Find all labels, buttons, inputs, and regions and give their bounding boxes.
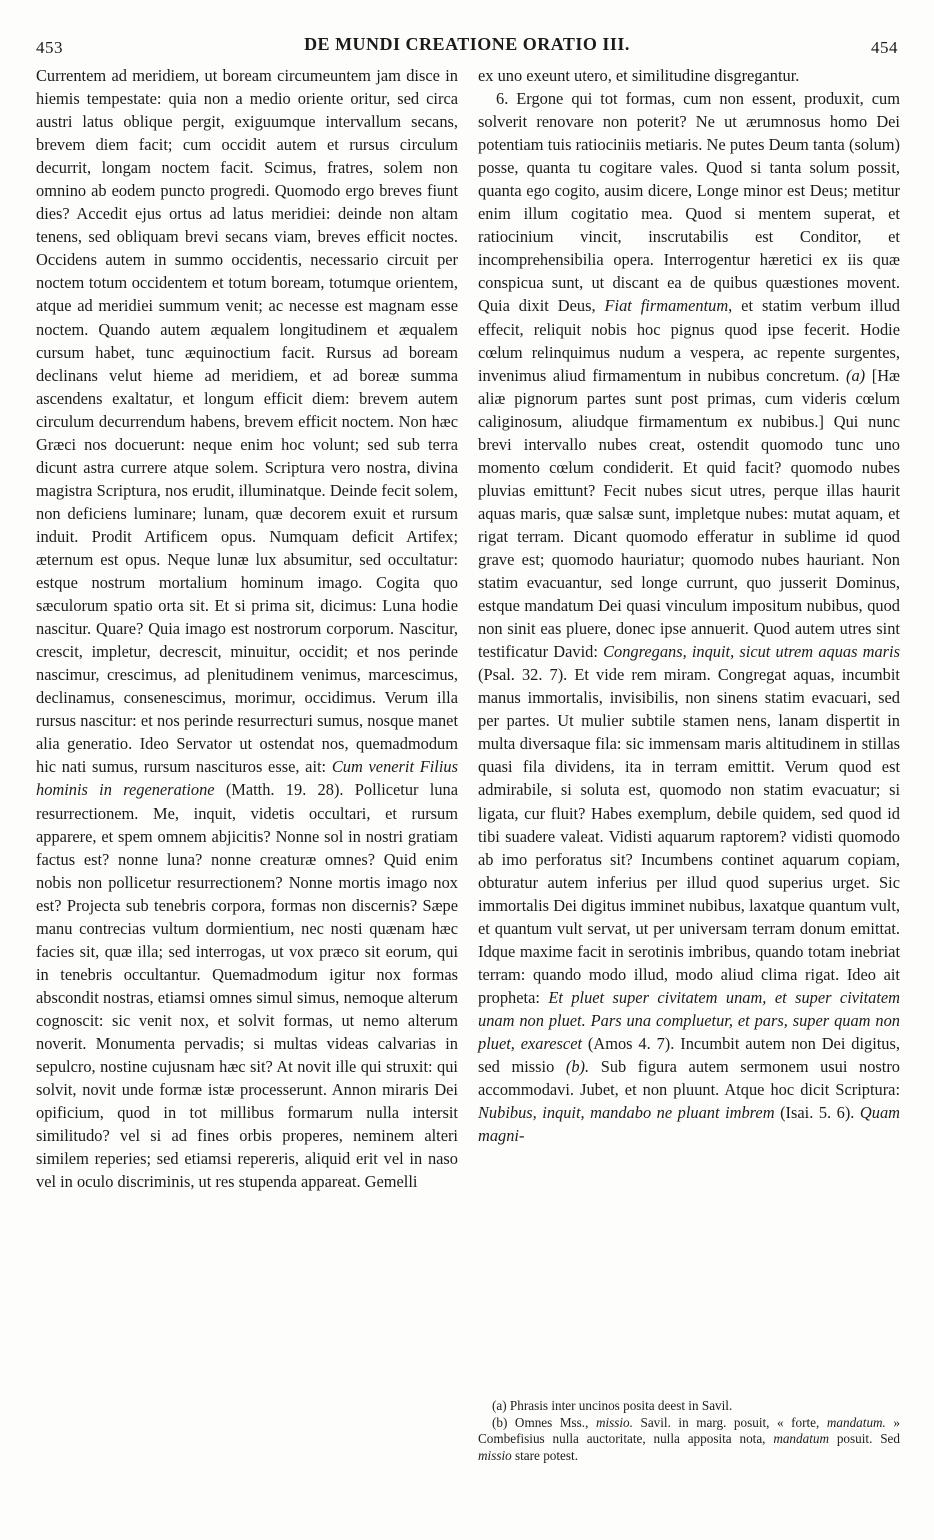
footnote-b — [478, 1415, 900, 1465]
footnote-text: posuit. Sed — [829, 1431, 900, 1446]
footnotes — [478, 1398, 900, 1464]
page-number-right: 454 — [871, 38, 898, 57]
text-run: , et statim verbum illud effecit, reliquit nobis hoc pignus quod ipse fecerit. Hodie cœlum relinquimus nudum a vespera, ac repente surgentes, invenimus aliud firmamentum in nubibus concretum. — [478, 296, 900, 385]
italic-quote: Nubibus, inquit, mandabo ne pluant imbrem — [478, 1103, 775, 1123]
footnote-text: stare potest. — [511, 1447, 579, 1463]
text-run: ex uno exeunt utero, et similitudine disgregantur. — [478, 66, 800, 85]
scripture-reference: (Amos 4. 7). — [582, 1033, 675, 1053]
paragraph — [478, 64, 900, 87]
footnote-marker-a: (a) — [839, 365, 872, 385]
right-column — [478, 64, 900, 1147]
text-run: Et vide rem miram. Congregat aquas, incumbit manus immortalis, invisibilis, non sinens statim evacuari, sed per partes. Ut mulier subtile stamen nens, lanam dispertit in multa diversaque fila: sic immensam maris altitudinem in stillas quasi fila dividens, ita in terram emittit. Verum quod est admirabile, si soluta est, quomodo non statim evacuatur; si ligata, cur fluit? Habes exemplum, debile quidem, sed quod id tibi suadere valeat. Vidisti aquarum raptorem? vidisti quomodo ab imo perforatus sit? Incumbens continet aquarum copiam, obturatur autem inferius per illud quod superius urget. Sic immortalis Dei digitus imminet nubibus, laxatque quantum vult, et quantum vult servat, ut per universam terram donum emittat. Idque maxime facit in serotinis imbribus, quando totam inebriat terram: quando modo illud, modo aliud clima rigat. Ideo ait propheta: — [478, 665, 900, 1007]
text-run: Sub figura autem sermonem usui nostro accommodavi. Jubet, et non pluunt. Atque hoc dicit Scriptura: — [478, 1057, 900, 1100]
footnote-italic: mandatum. — [826, 1414, 886, 1430]
footnote-italic: missio — [478, 1447, 512, 1463]
footnote-italic: mandatum — [773, 1431, 829, 1446]
paragraph — [478, 87, 900, 1147]
footnote-text: (b) Omnes Mss., — [492, 1414, 596, 1430]
text-run: [Hæ aliæ pignorum partes sunt post primas, cum videris cœlum caliginosum, aliudque firmamentum ex nubibus.] Qui nunc brevi intervallo nubes creat, ostendit quomodo tunc uno momento cœlum condiderit. Et quid facit? quomodo nubes pluvias emittunt? Fecit nubes sicut utres, perque illas haurit aquas maris, quæ salsæ sunt, impletque nubes: mutat aquam, et rigat terram. Dicant quomodo efferatur in sublime id quod grave est; quomodo hauriatur; quomodo nubes hauriant. Non statim evacuantur, sed longe currunt, quo jusserit Dominus, estque mandatum Dei quasi vinculum impositum nubibus, quod non sinit eas pluere, donec ipse annuerit. Quod autem utres sint testificatur David: — [478, 365, 900, 662]
italic-quote: Fiat firmamentum — [604, 296, 729, 316]
page-number-left: 453 — [36, 38, 63, 57]
text-run: Pollicetur luna resurrectionem. Me, inquit, videtis occultari, et rursum apparere, et spem omnem abjicitis? Nonne sol in nostri gratiam factus est? nonne luna? nonne creaturæ omnes? Quid enim nobis non pollicetur resurrectionem? Nonne mortis imago nox est? Projecta sub tenebris corpora, formas non discernis? Sæpe manu contrecias vultum dormientium, nec nosti quænam hæc facies sit, quæ illa; sed interrogas, ut vox præco sit eorum, qui in tenebris occultantur. Quemadmodum igitur nox formas abscondit nostras, etiamsi omnes simul simus, nemoque alterum cognoscit: sic venit nox, et solvit formas, ut nemo alterum noverit. Monumenta pervadis; si multas videas calvarias in sepulcro, nostine cujusnam hæc sit? At novit ille qui struxit: qui solvit, novit unde formæ istæ processerunt. Annon miraris Dei opificium, quod in tot millibus formarum nulla intersit similitudo? vel si ad fines orbis properes, neminem alteri similem reperies; sed etiamsi repereris, aliquid erit vel in naso vel in oculo discriminis, ut res stupenda appareat. Gemelli — [36, 780, 459, 1192]
italic-quote: Et pluet super civitatem unam, et super civitatem unam non pluet. Pars una compluetur, et pars, super quam non pluet, exarescet — [478, 987, 900, 1053]
running-title: DE MUNDI CREATIONE ORATIO III. — [304, 34, 630, 54]
footnote-text: » Combefisius nulla auctoritate, nulla apposita nota, — [478, 1414, 900, 1446]
scripture-reference: (Isai. 5. 6). — [774, 1103, 855, 1123]
italic-quote: Congregans, inquit, sicut utrem aquas maris — [603, 642, 900, 662]
italic-quote: Cum venerit Filius hominis in regeneratione — [36, 757, 458, 800]
scripture-reference: (Psal. 32. 7). — [478, 665, 568, 685]
scripture-reference: (Matth. 19. 28). — [214, 780, 344, 800]
paragraph — [36, 64, 458, 1193]
footnote-italic: missio. — [595, 1414, 633, 1430]
footnote-a — [478, 1398, 900, 1415]
text-run: 6. Ergone qui tot formas, cum non essent, produxit, cum solverit renovare non poterit? Ne ut ærumnosus homo Dei potentiam tuis ratiociniis metiaris. Ne putes Deum tanta (solum) posse, quanta tu cogitare vales. Quod si tanta solum possit, quanta ego cogito, ausim dicere, Longe minor est Deus; metitur enim illum cogitatio mea. Quod si mentem superat, et ratiocinium vincit, inscrutabilis est Conditor, et incomprehensibilia opera. Interrogentur hæretici ex iis quæ conspicua sunt, ut discant ea de quibus quæstiones movent. Quia dixit Deus, — [478, 89, 900, 316]
page-header — [36, 30, 898, 60]
left-column — [36, 64, 458, 1193]
footnote-marker-b: (b). — [554, 1057, 590, 1077]
text-run: Incumbit autem non Dei digitus, sed missio — [478, 1033, 900, 1077]
italic-quote: Quam magni- — [478, 1103, 900, 1146]
text-run: Currentem ad meridiem, ut boream circumeuntem jam disce in hiemis tempestate: quia non a medio oriente oritur, sed circa austri latus oblique pergit, exiguumque intervallum secans, brevem diem facit; cum occidit autem et rursus circulum decurrit, longam noctem facit. Scimus, fratres, solem non omnino ab eodem puncto progredi. Quomodo ergo breves fiunt dies? Accedit ejus ortus ad latus meridiei: deinde non altam tenens, sed obliquam brevi secans viam, breves efficit noctes. Occidens autem in summo occidentis, necessario circuit per noctem totum occidentem et totum boream, totumque orientem, atque ad meridiei summum venit; ac necesse est magnam esse noctem. Quando autem æqualem longitudinem et æqualem cursum habet, tunc æquinoctium facit. Rursus ad boream declinans velut hieme ad meridiem, et ad boreæ summa ascendens exaltatur, et longum efficit diem: brevem autem circulum decurrendum habens, brevem efficit noctem. Non hæc Græci nos docuerunt: neque enim hoc volunt; sed sub terra dicunt astra currere atque solem. Scriptura vero nostra, divina magistra Scriptura, nos erudit, illuminatque. Deinde fecit solem, non deficiens luminare; lunam, quæ decorem exuit et rursum induit. Prodit Artificem opus. Numquam deficit Artifex; æternum est opus. Neque lunæ lux absumitur, sed occultatur: estque nostrum mortalium hominum imago. Cogita quo sæculorum spatio orta sit. Et si prima sit, dicimus: Luna hodie nascitur. Quare? Quia imago est nostrorum corporum. Nascitur, crescit, impletur, decrescit, minuitur, occidit; et nos perinde nascimur, crescimus, ad plenitudinem venimus, marcescimus, declinamus, consenescimus, morimur, occidimus. Verum illa rursus nascitur: et nos perinde resurrecturi sumus, nosque manet alia generatio. Ideo Servator ut ostendat nos, quemadmodum hic nati sumus, rursum nascituros esse, ait: — [36, 66, 458, 777]
footnote-text: (a) Phrasis inter uncinos posita deest in Savil. — [492, 1398, 733, 1413]
footnote-text: Savil. in marg. posuit, « forte, — [632, 1414, 827, 1430]
